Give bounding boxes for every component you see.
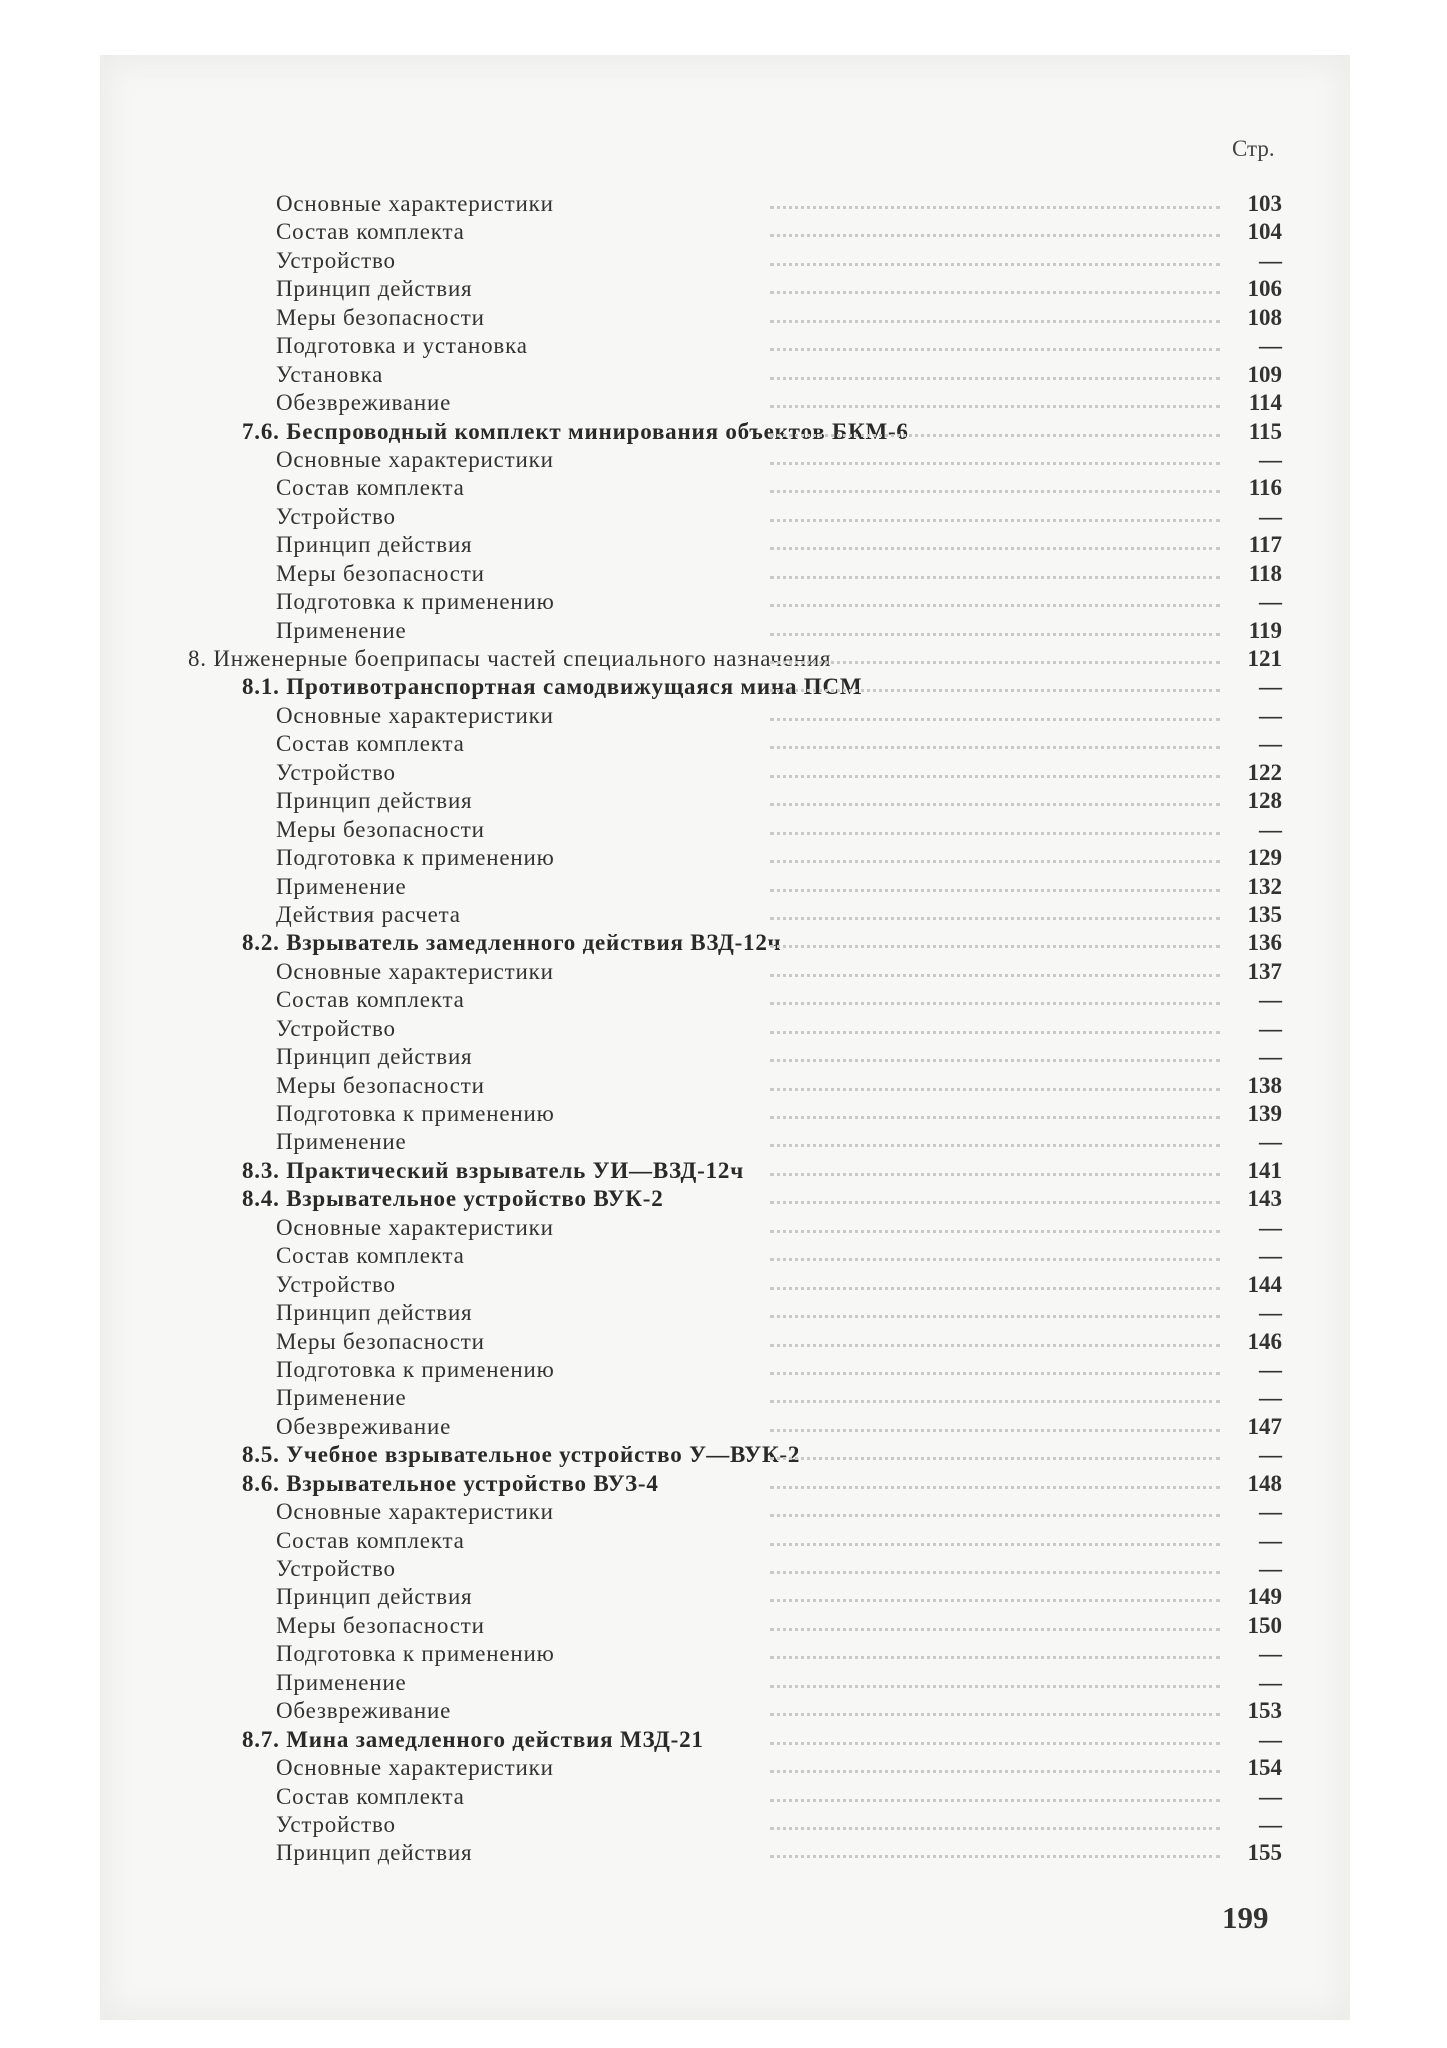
toc-entry-page: — [1259,1811,1282,1837]
toc-entry-page: 115 [1248,418,1282,444]
toc-entry-page: — [1259,702,1282,728]
toc-entry-page: 104 [1247,219,1282,245]
toc-entry-page: — [1259,1214,1282,1240]
toc-entry [170,1242,1290,1270]
toc-entry-title: 7.6. Беспроводный комплект минирования объектов БКМ-6 [242,418,909,444]
toc-entry [170,958,1290,986]
toc-entry [170,759,1290,787]
toc-entry-title: Меры безопасности [276,1328,485,1354]
toc-entry-page: — [1259,589,1282,615]
toc-entry-title: Состав комплекта [276,731,465,757]
toc-entry [170,1185,1290,1213]
toc-entry-title: 8.5. Учебное взрывательное устройство У—ВУК-2 [242,1442,801,1468]
toc-entry [170,1726,1290,1754]
toc-entry [170,929,1290,957]
toc-entry-title: Применение [276,617,407,643]
toc-entry [170,418,1290,446]
toc-entry-title: Принцип действия [276,532,473,558]
toc-entry-title: Состав комплекта [276,475,465,501]
toc-entry-page: 129 [1247,845,1282,871]
toc-entry [170,1271,1290,1299]
toc-entry [170,787,1290,815]
toc-entry [170,247,1290,275]
toc-entry [170,1015,1290,1043]
toc-entry-title: Основные характеристики [276,191,554,216]
toc-entry [170,1754,1290,1782]
toc-entry-title: Подготовка к применению [276,1641,555,1667]
toc-entry-page: 153 [1247,1698,1282,1724]
toc-entry [170,531,1290,559]
toc-entry-page: 119 [1248,617,1282,643]
toc-entry-page: — [1259,1499,1282,1525]
toc-entry-title: Применение [276,1129,407,1155]
toc-entry-page: 136 [1247,930,1282,956]
toc-entry-title: Применение [276,1385,407,1411]
toc-entry-title: Действия расчета [276,901,461,927]
toc-entry [170,474,1290,502]
toc-entry-title: Устройство [276,247,396,273]
toc-entry-title: Устройство [276,1811,396,1837]
toc-entry-page: — [1259,1669,1282,1695]
toc-entry [170,1555,1290,1583]
toc-entry-page: 141 [1247,1157,1282,1183]
toc-entry-title: Принцип действия [276,276,473,302]
toc-entry [170,1413,1290,1441]
toc-entry [170,873,1290,901]
toc-entry [170,1811,1290,1839]
toc-entry-title: 8.4. Взрывательное устройство ВУК-2 [242,1186,664,1212]
toc-entry-page: — [1259,1300,1282,1326]
table-of-contents [170,190,1290,1868]
page-column-header: Стр. [1232,136,1275,161]
toc-entry [170,1299,1290,1327]
toc-entry-title: Подготовка к применению [276,589,555,615]
toc-entry [170,361,1290,389]
toc-entry-title: Основные характеристики [276,1755,554,1781]
toc-entry-title: Подготовка к применению [276,1356,555,1382]
toc-entry-title: Устройство [276,1556,396,1581]
toc-entry-page: 139 [1247,1101,1282,1126]
toc-entry-page: — [1259,1641,1282,1667]
toc-entry-title: Состав комплекта [276,987,465,1013]
toc-entry-title: Подготовка к применению [276,845,555,871]
toc-entry-page: — [1259,503,1282,529]
toc-entry-title: Основные характеристики [276,702,554,728]
toc-entry [170,1470,1290,1498]
toc-entry-page: — [1259,674,1282,700]
toc-entry-title: Устройство [276,759,396,785]
toc-entry-page: — [1259,1356,1282,1382]
toc-entry [170,1583,1290,1611]
toc-entry [170,1043,1290,1071]
toc-entry-page: 114 [1248,390,1282,416]
toc-entry [170,588,1290,616]
toc-entry-page: — [1259,1556,1282,1581]
toc-entry-title: Меры безопасности [276,1612,485,1638]
toc-entry-title: Принцип действия [276,1840,473,1866]
toc-entry-page: — [1259,1783,1282,1809]
toc-entry-title: Установка [276,361,384,387]
toc-entry-page: 106 [1247,276,1282,302]
toc-entry [170,645,1290,673]
toc-entry [170,218,1290,246]
toc-entry-page: 148 [1247,1470,1282,1496]
toc-entry-title: Устройство [276,1271,396,1297]
toc-entry [170,1356,1290,1384]
toc-entry-title: Обезвреживание [276,1413,452,1439]
toc-entry [170,1072,1290,1100]
toc-entry-title: Состав комплекта [276,1783,465,1809]
toc-entry-title: 8.2. Взрыватель замедленного действия ВЗД-12ч [242,930,782,956]
toc-entry [170,389,1290,417]
toc-entry-title: Основные характеристики [276,446,554,472]
toc-entry [170,1441,1290,1469]
toc-entry [170,986,1290,1014]
toc-entry [170,1640,1290,1668]
toc-entry-title: Меры безопасности [276,304,485,330]
toc-entry [170,1128,1290,1156]
toc-entry [170,1669,1290,1697]
toc-entry-title: Устройство [276,1015,396,1041]
toc-entry [170,617,1290,645]
toc-entry-title: Меры безопасности [276,560,485,586]
toc-entry-title: Состав комплекта [276,219,465,245]
toc-entry-title: 8.1. Противотранспортная самодвижущаяся мина ПСМ [242,674,863,700]
toc-entry [170,1498,1290,1526]
toc-entry-title: 8.6. Взрывательное устройство ВУЗ-4 [242,1470,659,1496]
toc-entry-page: — [1259,333,1282,359]
toc-entry-page: — [1259,1385,1282,1411]
toc-entry [170,702,1290,730]
toc-entry-page: — [1259,731,1282,757]
toc-entry-title: Принцип действия [276,1044,473,1070]
toc-entry-page: — [1259,816,1282,842]
toc-entry-page: 128 [1247,788,1282,814]
toc-entry-page: 137 [1247,958,1282,984]
toc-entry [170,1384,1290,1412]
toc-entry-title: Меры безопасности [276,816,485,842]
toc-entry-title: Устройство [276,503,396,529]
toc-entry [170,1328,1290,1356]
toc-entry-page: 116 [1248,475,1282,501]
toc-entry-title: Обезвреживание [276,390,452,416]
toc-entry-page: — [1259,247,1282,273]
toc-entry-title: Подготовка и установка [276,333,528,359]
toc-entry-page: 149 [1247,1584,1282,1610]
toc-entry [170,1527,1290,1555]
toc-entry-page: 108 [1247,304,1282,330]
toc-entry-title: Обезвреживание [276,1698,452,1724]
toc-entry-title: Принцип действия [276,1584,473,1610]
toc-entry-page: — [1259,446,1282,472]
toc-entry [170,1157,1290,1185]
toc-entry-page: — [1259,1442,1282,1468]
toc-entry [170,275,1290,303]
toc-entry-page: — [1259,1726,1282,1752]
toc-entry-page: 146 [1247,1328,1282,1354]
toc-entry-page: 155 [1247,1840,1282,1866]
toc-entry-title: Принцип действия [276,788,473,814]
toc-entry [170,730,1290,758]
toc-entry [170,190,1290,218]
toc-entry-title: Основные характеристики [276,1214,554,1240]
toc-entry [170,332,1290,360]
toc-entry-title: Подготовка к применению [276,1101,555,1126]
toc-entry-title: Основные характеристики [276,1499,554,1525]
toc-entry-page: 138 [1247,1072,1282,1098]
toc-entry-page: — [1259,987,1282,1013]
toc-entry [170,503,1290,531]
toc-entry-page: 150 [1247,1612,1282,1638]
toc-entry [170,844,1290,872]
toc-entry-title: Применение [276,873,407,899]
toc-entry-title: 8.3. Практический взрыватель УИ—ВЗД-12ч [242,1157,744,1183]
toc-entry-page: 122 [1247,759,1282,785]
page-number: 199 [1222,1900,1269,1935]
toc-entry [170,1783,1290,1811]
toc-entry-title: Основные характеристики [276,958,554,984]
toc-entry [170,673,1290,701]
toc-entry-page: — [1259,1527,1282,1553]
toc-entry-page: 147 [1247,1413,1282,1439]
toc-entry [170,1214,1290,1242]
toc-entry-page: 132 [1247,873,1282,899]
toc-entry-page: 103 [1247,191,1282,216]
toc-entry-title: Состав комплекта [276,1243,465,1269]
toc-entry [170,446,1290,474]
toc-entry-title: Состав комплекта [276,1527,465,1553]
toc-entry-title: 8. Инженерные боеприпасы частей специального назначения [188,646,832,671]
toc-entry-title: Принцип действия [276,1300,473,1326]
toc-entry-page: 109 [1247,361,1282,387]
toc-entry [170,560,1290,588]
toc-entry [170,1839,1290,1867]
toc-entry [170,816,1290,844]
toc-entry-title: Меры безопасности [276,1072,485,1098]
toc-entry [170,1100,1290,1128]
toc-entry-page: 144 [1247,1271,1282,1297]
toc-entry-page: 154 [1247,1755,1282,1781]
toc-entry-page: — [1259,1044,1282,1070]
toc-entry-page: — [1259,1015,1282,1041]
toc-entry [170,901,1290,929]
toc-entry-page: 135 [1247,901,1282,927]
toc-entry-page: 118 [1248,560,1282,586]
toc-entry-page: 117 [1248,532,1282,558]
toc-entry-page: 143 [1247,1186,1282,1212]
toc-entry [170,304,1290,332]
toc-entry [170,1612,1290,1640]
toc-entry-title: Применение [276,1669,407,1695]
toc-entry-page: 121 [1247,646,1282,671]
toc-entry-title: 8.7. Мина замедленного действия МЗД-21 [242,1726,704,1752]
toc-entry [170,1697,1290,1725]
toc-entry-page: — [1259,1129,1282,1155]
toc-entry-page: — [1259,1243,1282,1269]
